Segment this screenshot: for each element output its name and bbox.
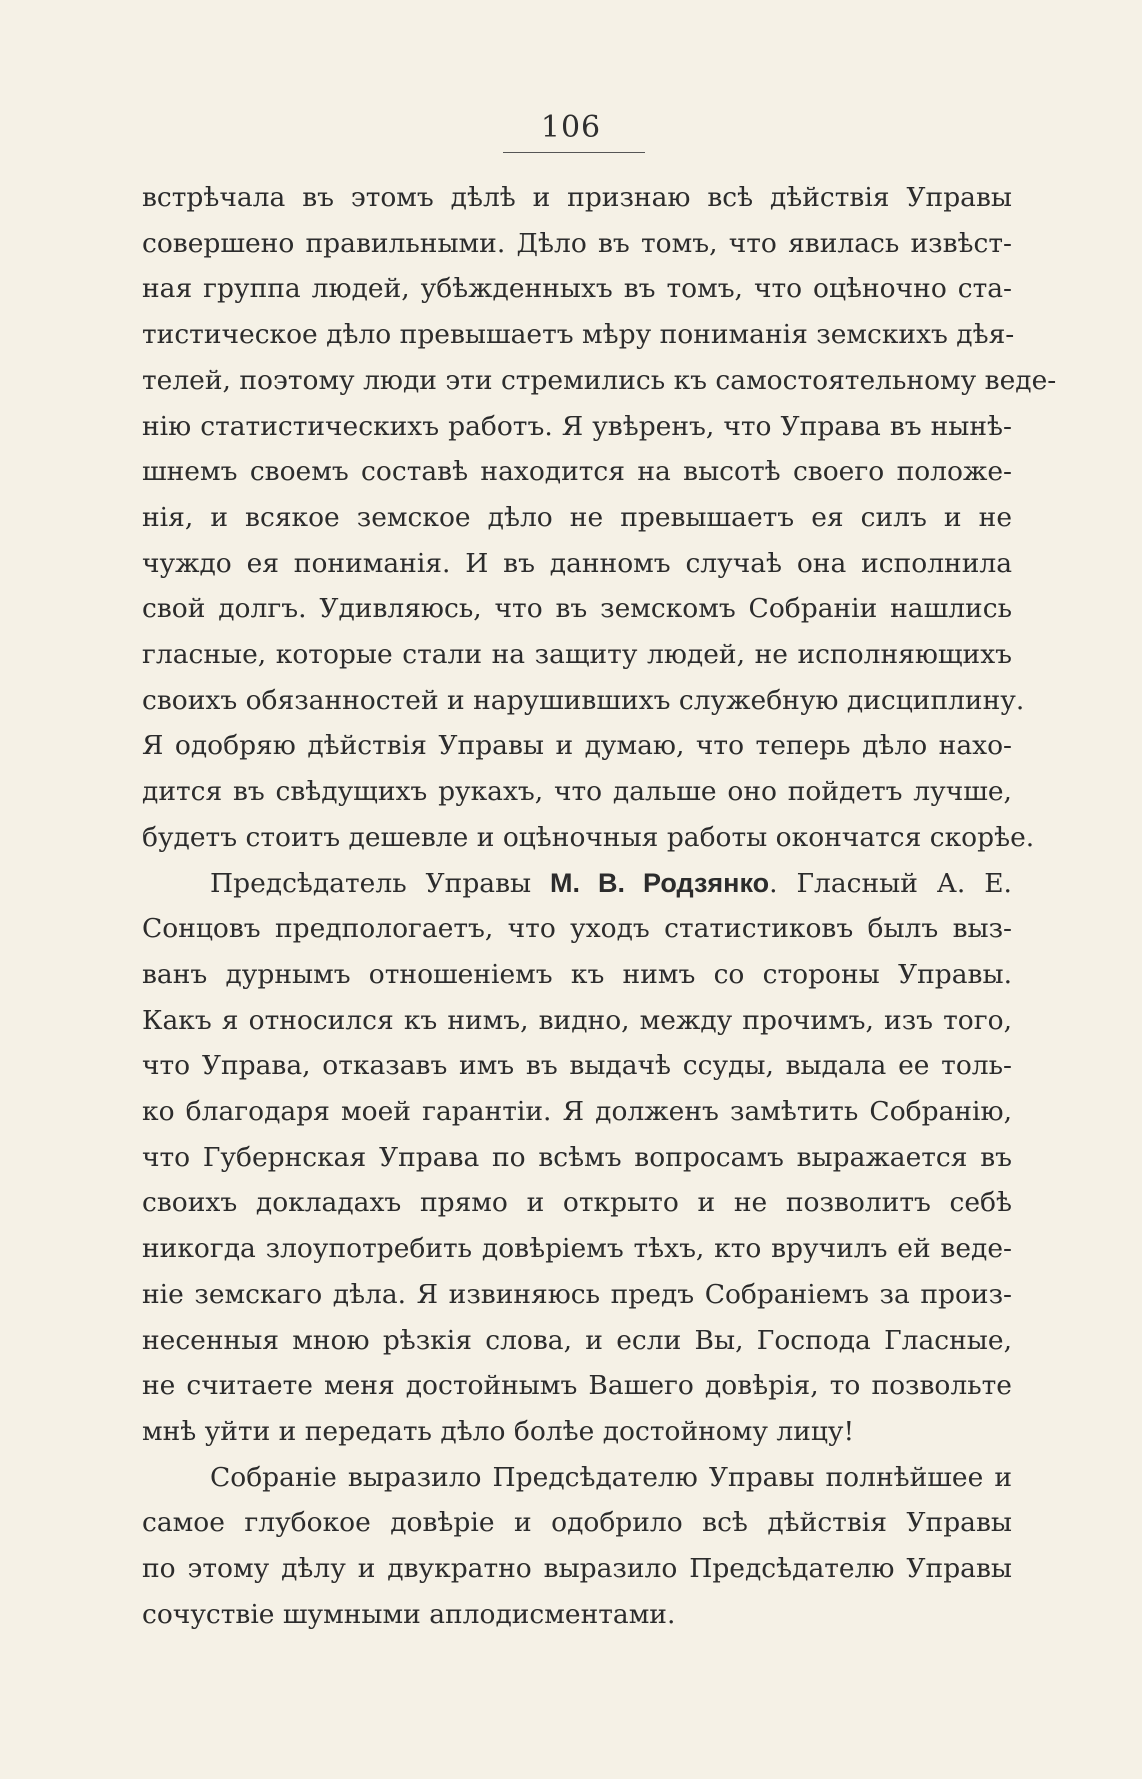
text-line: Какъ я относился къ нимъ, видно, между прочимъ, изъ того,	[142, 1004, 1012, 1036]
text-line: нія, и всякое земское дѣло не превышаетъ ея силъ и не	[142, 501, 1012, 533]
speaker-intro-tail: . Гласный А. Е.	[769, 867, 1012, 899]
text-line: тистическое дѣло превышаетъ мѣру пониманія земскихъ дѣя-	[142, 319, 1015, 351]
body-text	[142, 175, 1057, 1638]
text-line: гласные, которые стали на защиту людей, не исполняющихъ	[142, 639, 1012, 671]
page-number: 106	[540, 110, 602, 145]
text-line: свой долгъ. Удивляюсь, что въ земскомъ Собраніи нашлись	[142, 593, 1012, 625]
text-line: никогда злоупотребить довѣріемъ тѣхъ, кто вручилъ ей веде-	[142, 1233, 1012, 1265]
paragraph-1	[142, 175, 1057, 861]
text-line: чуждо ея пониманія. И въ данномъ случаѣ она исполнила	[142, 547, 1012, 579]
text-line: своихъ докладахъ прямо и открыто и не позволитъ себѣ	[142, 1187, 1012, 1219]
text-line: нію статистическихъ работъ. Я увѣренъ, что Управа въ нынѣ-	[142, 410, 1012, 442]
text-line: совершено правильными. Дѣло въ томъ, что явилась извѣст-	[142, 227, 1012, 259]
text-line: что Управа, отказавъ имъ въ выдачѣ ссуды, выдала ее толь-	[142, 1050, 1012, 1082]
text-line: ніе земскаго дѣла. Я извиняюсь предъ Собраніемъ за произ-	[142, 1278, 1012, 1310]
text-line	[142, 861, 1012, 907]
text-line: ванъ дурнымъ отношеніемъ къ нимъ со стороны Управы.	[142, 958, 1012, 990]
speaker-name: М. В. Родзянко	[550, 867, 770, 898]
text-line: шнемъ своемъ составѣ находится на высотѣ своего положе-	[142, 456, 1012, 488]
paragraph-3	[142, 1455, 1012, 1638]
paragraph-2	[142, 861, 1012, 1455]
text-line: несенныя мною рѣзкія слова, и если Вы, Господа Гласные,	[142, 1324, 1012, 1356]
text-line: телей, поэтому люди эти стремились къ самостоятельному веде-	[142, 364, 1057, 396]
text-line: по этому дѣлу и двукратно выразило Предсѣдателю Управы	[142, 1553, 1012, 1585]
text-line: что Губернская Управа по всѣмъ вопросамъ выражается въ	[142, 1141, 1012, 1173]
text-line: сочуствіе шумными аплодисментами.	[142, 1598, 676, 1630]
text-line: своихъ обязанностей и нарушившихъ служебную дисциплину.	[142, 684, 1025, 716]
text-line: ко благодаря моей гарантіи. Я долженъ замѣтить Собранію,	[142, 1096, 1012, 1128]
text-line: Собраніе выразило Предсѣдателю Управы полнѣйшее и	[210, 1461, 1012, 1493]
text-line: дится въ свѣдущихъ рукахъ, что дальше оно пойдетъ лучше,	[142, 776, 1012, 808]
text-line: не считаете меня достойнымъ Вашего довѣрія, то позвольте	[142, 1370, 1012, 1402]
text-line: самое глубокое довѣріе и одобрило всѣ дѣйствія Управы	[142, 1507, 1012, 1539]
text-line: будетъ стоитъ дешевле и оцѣночныя работы окончатся скорѣе.	[142, 821, 1035, 853]
text-line: мнѣ уйти и передать дѣло болѣе достойному лицу!	[142, 1415, 855, 1447]
header-rule	[503, 152, 645, 153]
text-line: Я одобряю дѣйствія Управы и думаю, что теперь дѣло нахо-	[142, 730, 1012, 762]
text-line: ная группа людей, убѣжденныхъ въ томъ, что оцѣночно ста-	[142, 273, 1012, 305]
speaker-intro: Предсѣдатель Управы	[210, 867, 551, 899]
text-line: встрѣчала въ этомъ дѣлѣ и признаю всѣ дѣйствія Управы	[142, 182, 1012, 213]
text-line: Сонцовъ предпологаетъ, что уходъ статистиковъ былъ выз-	[142, 913, 1012, 945]
